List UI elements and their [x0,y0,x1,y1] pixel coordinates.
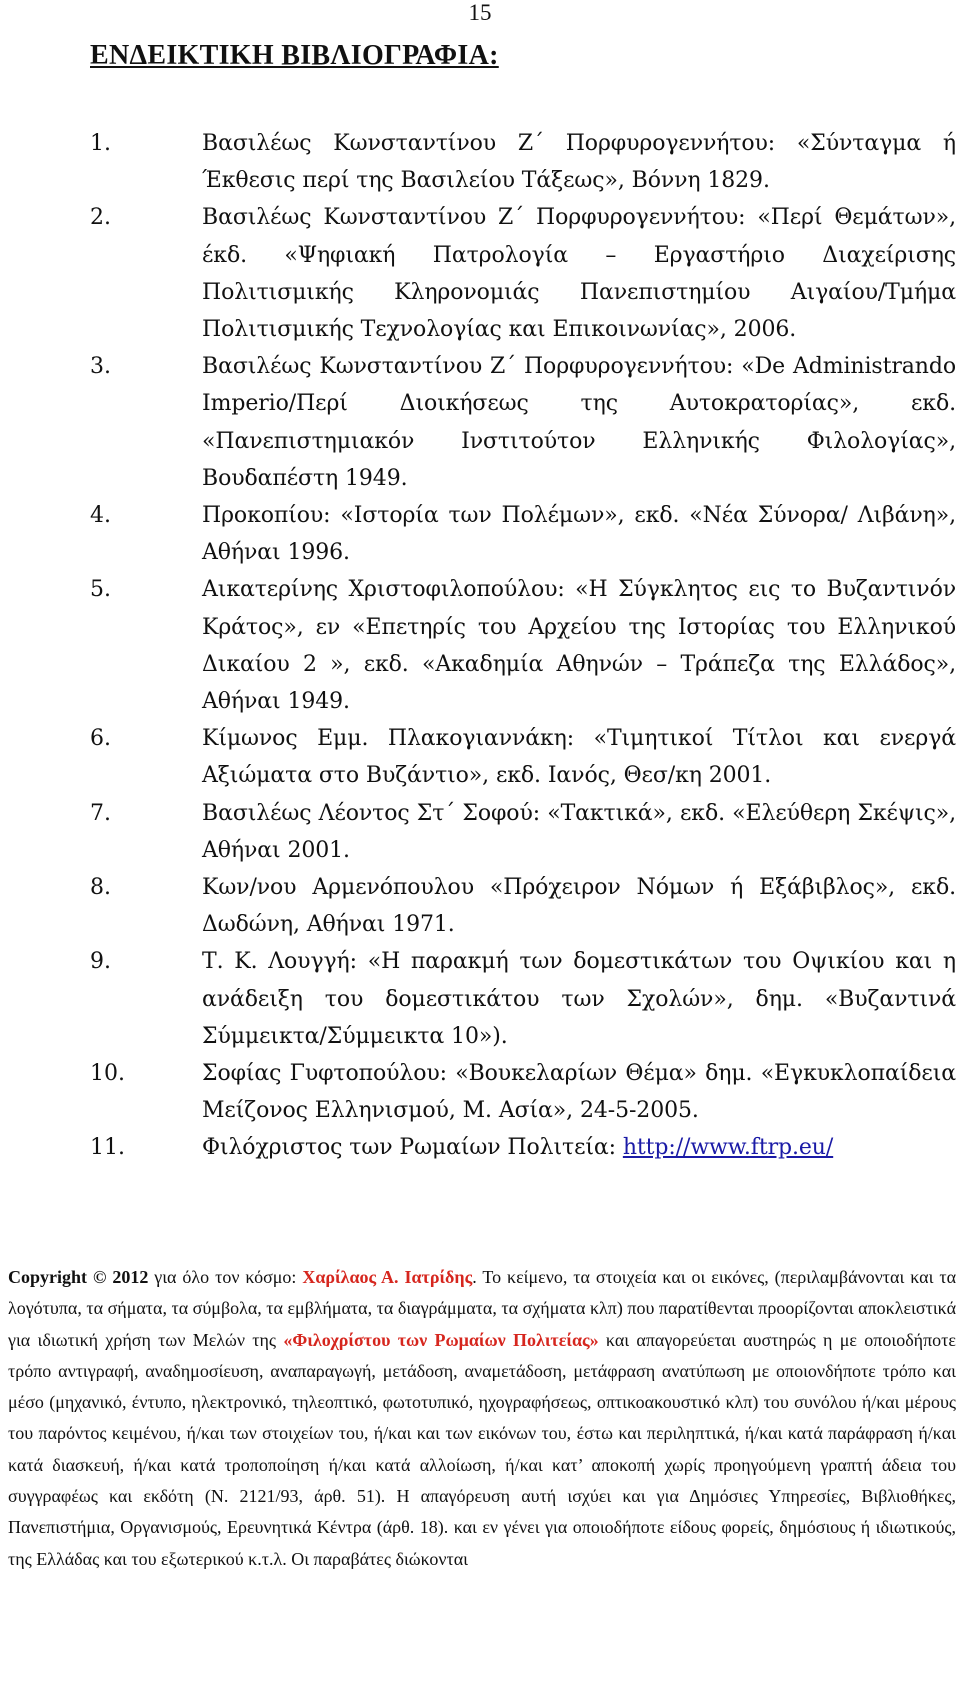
bibliography-item-number: 4. [90,503,111,529]
page-number: 15 [468,0,492,25]
copyright-text-3: και απαγορεύεται αυστηρώς η με οποιοδήποτε τρόπο αντιγραφή, αναδημοσίευση, αναπαραγωγή, μετάδοση, αναμετάδοση, μετάφραση ανατύπωση με οποιονδήποτε τρόπο και μέσο (μηχανικό, έντυπο, ηλεκτρονικό, τηλεοπτικό, φωτοτυπικό, ηχογραφήσεως, οπτικοακουστικό κλπ) του συνόλου ή/και μέρους του παρόντος κειμένου, ή/και των στοιχείων του, ή/και και των εικόνων του, έστω και περιληπτικά, ή/και κατά παράφραση ή/και κατά διασκευή, ή/και κατά τροποποίηση ή/και κατά αλλοίωση, ή/και κατ’ αποκοπή χωρίς προηγούμενη γραπτή άδεια του συγγραφέως και εκδότη (Ν. 2121/93, άρθ. 51). Η απαγόρευση αυτή ισχύει και για Δημόσιες Υπηρεσίες, Βιβλιοθήκες, Πανεπιστήμια, Οργανισμούς, Ερευνητικά Κέντρα (άρθ. 18). και εν γένει για οποιοδήποτε είδους φορείς, δημόσιους ή ιδιωτικούς, της Ελλάδας και του εξωτερικού κ.τ.λ. Οι παραβάτες διώκονται [8,1329,956,1569]
bibliography-entry: Βασιλέως Κωνσταντίνου Ζ΄ Πορφυρογεννήτου: «Σύνταγμα ή Έκθεσις περί της Βασιλείου Τάξεως», Βόννη 1829. [202,131,956,194]
bibliography-item-text [202,571,956,720]
bibliography-item-number: 6. [90,726,111,752]
bibliography-item-number: 11. [90,1135,125,1161]
bibliography-entry: Φιλόχριστος των Ρωμαίων Πολιτεία: [202,1135,623,1161]
bibliography-item [90,348,956,497]
bibliography-item [90,795,956,869]
bibliography-item [90,1129,956,1166]
bibliography-item [90,869,956,943]
bibliography-entry: Τ. Κ. Λουγγή: «Η παρακμή των δομεστικάτων του Οψικίου και η ανάδειξη του δομεστικάτου των Σχολών», δημ. «Βυζαντινά Σύμμεικτα/Σύμμεικτα 10»). [202,949,956,1049]
bibliography-item-text [202,1055,956,1129]
bibliography-item-number: 1. [90,131,111,156]
bibliography-item-text [202,1129,956,1166]
bibliography-entry: Αικατερίνης Χριστοφιλοπούλου: «Η Σύγκλητος εις το Βυζαντινόν Κράτος», εν «Επετηρίς του Αρχείου της Ιστορίας του Ελληνικού Δικαίου 2 », εκδ. «Ακαδημία Αθηνών – Τράπεζα της Ελλάδος», Αθήναι 1949. [202,577,956,715]
bibliography-item-number: 10. [90,1061,125,1087]
bibliography-item-text [202,125,956,199]
bibliography-item-number: 3. [90,354,111,380]
bibliography-entry: Κίμωνος Εμμ. Πλακογιαννάκη: «Τιμητικοί Τίτλοι και ενεργά Αξιώματα στο Βυζάντιο», εκδ. Ιανός, Θεσ/κη 2001. [202,726,956,789]
bibliography-item-text [202,720,956,794]
copyright-author: Χαρίλαος Α. Ιατρίδης [302,1267,473,1287]
copyright-notice [8,1262,956,1575]
copyright-label: Copyright © 2012 [8,1267,149,1287]
bibliography-entry: Σοφίας Γυφτοπούλου: «Βουκελαρίων Θέμα» δημ. «Εγκυκλοπαίδεια Μείζονος Ελληνισμού, Μ. Ασία», 24-5-2005. [202,1061,956,1124]
website-link[interactable]: http://www.ftrp.eu/ [622,1135,834,1161]
bibliography-heading: ΕΝΔΕΙΚΤΙΚΗ ΒΙΒΛΙΟΓΡΑΦΙΑ: [90,40,499,71]
bibliography-item-number: 8. [90,875,111,901]
bibliography-entry: Προκοπίου: «Ιστορία των Πολέμων», εκδ. «Νέα Σύνορα/ Λιβάνη», Αθήναι 1996. [202,503,956,566]
copyright-text-1: για όλο τον κόσμο: [148,1267,303,1287]
bibliography-item-text [202,497,956,571]
bibliography-item [90,125,956,199]
bibliography-item-number: 9. [90,949,111,975]
copyright-society: «Φιλοχρίστου των Ρωμαίων Πολιτείας» [283,1329,599,1350]
bibliography-entry: Βασιλέως Κωνσταντίνου Ζ΄ Πορφυρογεννήτου: «Περί Θεμάτων», έκδ. «Ψηφιακή Πατρολογία – Εργαστήριο Διαχείρισης Πολιτισμικής Κληρονομιάς Πανεπιστημίου Αιγαίου/Τμήμα Πολιτισμικής Τεχνολογίας και Επικοινωνίας», 2006. [202,205,956,343]
bibliography-entry: Βασιλέως Λέοντος Στ΄ Σοφού: «Τακτικά», εκδ. «Ελεύθερη Σκέψις», Αθήναι 2001. [202,800,956,863]
bibliography-item [90,571,956,720]
bibliography-item [90,720,956,794]
bibliography-entry: Κων/νου Αρμενόπουλου «Πρόχειρον Νόμων ή Εξάβιβλος», εκδ. Δωδώνη, Αθήναι 1971. [202,875,956,938]
bibliography-item-text [202,348,956,497]
bibliography-entry: Βασιλέως Κωνσταντίνου Ζ΄ Πορφυρογεννήτου: «De Administrando Imperio/Περί Διοικήσεως της Αυτοκρατορίας», εκδ. «Πανεπιστημιακόν Ινστιτούτον Ελληνικής Φιλολογίας», Βουδαπέστη 1949. [202,354,956,491]
bibliography-item [90,1055,956,1129]
copyright-text-2: . Το κείμενο, τα στοιχεία και οι εικόνες, (περιλαμβάνονται και τα λογότυπα, τα σήματα, τα σύμβολα, τα εμβλήματα, τα διαγράμματα, τα σχήματα κλπ) που παρατίθενται προορίζονται αποκλειστικά για ιδιωτική χρήση των Μελών της [8,1267,957,1350]
bibliography-item-text [202,795,956,869]
bibliography-item-number: 2. [90,205,111,231]
bibliography-item-text [202,943,956,1055]
bibliography-item-number: 5. [90,577,111,603]
bibliography-item-text [202,869,956,943]
bibliography-item [90,943,956,1055]
bibliography-item-number: 7. [90,800,111,826]
bibliography-item [90,497,956,571]
bibliography-item [90,199,956,348]
bibliography-item-text [202,199,956,348]
bibliography-list [90,125,956,1167]
